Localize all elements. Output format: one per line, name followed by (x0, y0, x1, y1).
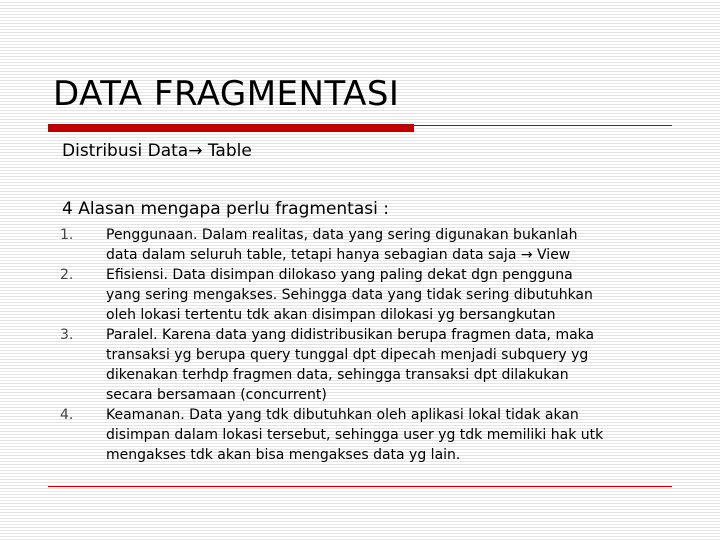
list-item (60, 405, 682, 465)
item-number: 1. (60, 227, 74, 243)
bottom-divider-line (48, 486, 672, 487)
item-text: Penggunaan. Dalam realitas, data yang sering digunakan bukanlah data dalam seluruh table, tetapi hanya sebagian data saja → View (106, 227, 578, 263)
item-number: 3. (60, 327, 74, 343)
subtitle: Distribusi Data→ Table (62, 141, 252, 161)
title-divider-line (414, 125, 672, 126)
item-number: 4. (60, 407, 74, 423)
list-item (60, 225, 682, 265)
slide-title: DATA FRAGMENTASI (53, 74, 400, 114)
item-number: 2. (60, 267, 74, 283)
list-item (60, 325, 682, 405)
title-accent-bar (48, 124, 414, 132)
item-text: Keamanan. Data yang tdk dibutuhkan oleh aplikasi lokal tidak akan disimpan dalam lokasi tersebut, sehingga user yg tdk memiliki hak utk mengakses tdk akan bisa mengakses data yg lain. (106, 407, 604, 463)
reasons-list (60, 225, 682, 465)
list-item (60, 265, 682, 325)
list-intro: 4 Alasan mengapa perlu fragmentasi : (62, 199, 389, 219)
item-text: Efisiensi. Data disimpan dilokaso yang paling dekat dgn pengguna yang sering mengakses. Sehingga data yang tidak sering dibutuhkan oleh lokasi tertentu tdk akan disimpan dilokasi yg bersangkutan (106, 267, 593, 323)
item-text: Paralel. Karena data yang didistribusikan berupa fragmen data, maka transaksi yg berupa query tunggal dpt dipecah menjadi subquery yg dikenakan terhdp fragmen data, sehingga transaksi dpt dilakukan secara bersamaan (concurrent) (106, 327, 595, 403)
